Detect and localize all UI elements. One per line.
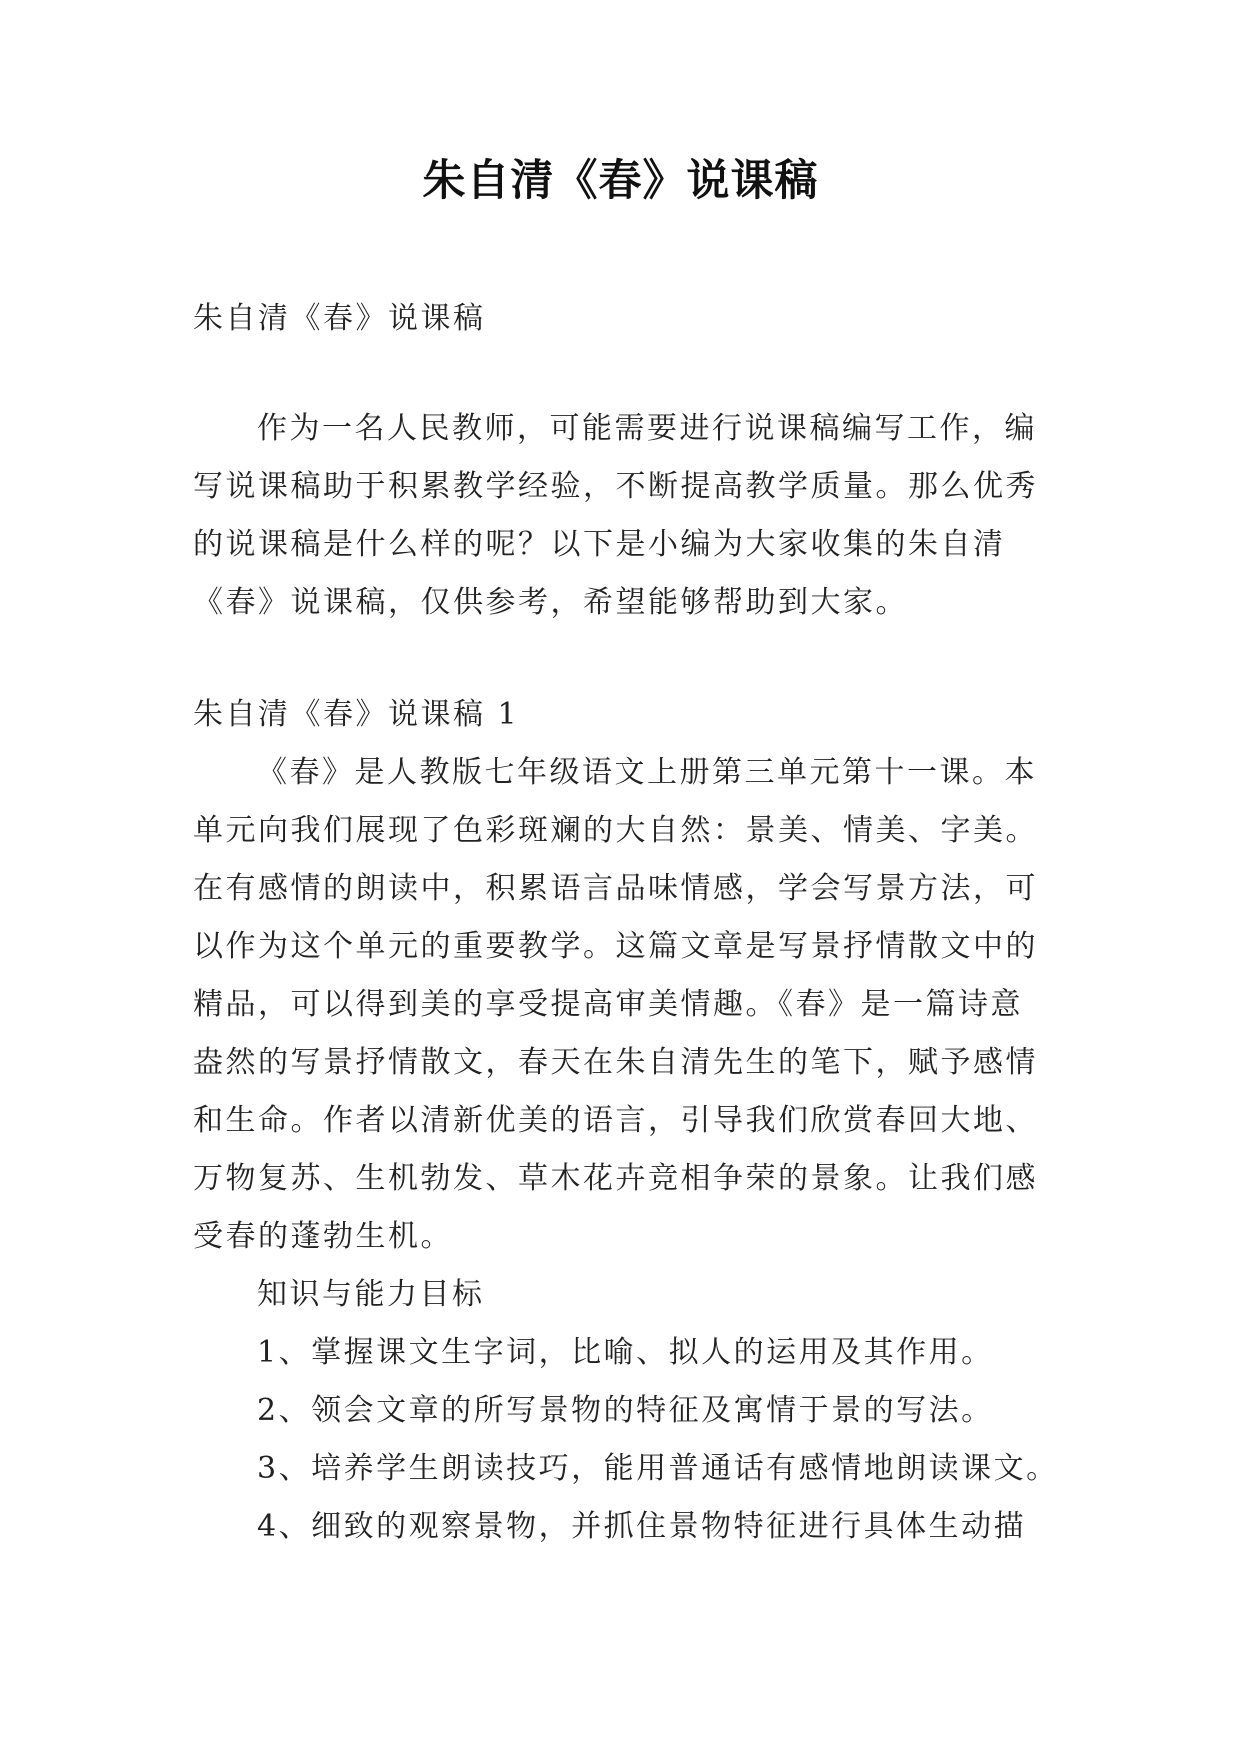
paragraph-line: 精品，可以得到美的享受提高审美情趣。《春》是一篇诗意: [193, 987, 1023, 1022]
intro-paragraph: [193, 400, 1063, 632]
document-title: 朱自清《春》说课稿: [422, 156, 819, 206]
objective-item: 2、领会文章的所写景物的特征及寓情于景的写法。: [257, 1393, 994, 1428]
document-subtitle: 朱自清《春》说课稿: [193, 301, 486, 336]
paragraph-line: 《春》说课稿，仅供参考，希望能够帮助到大家。: [193, 585, 908, 620]
paragraph-line: 作为一名人民教师，可能需要进行说课稿编写工作，编: [257, 411, 1037, 446]
paragraph-line: 和生命。作者以清新优美的语言，引导我们欣赏春回大地、: [193, 1103, 1038, 1138]
objective-item: 1、掌握课文生字词，比喻、拟人的运用及其作用。: [257, 1335, 994, 1370]
paragraph-line: 单元向我们展现了色彩斑斓的大自然：景美、情美、字美。: [193, 813, 1038, 848]
paragraph-line: 《春》是人教版七年级语文上册第三单元第十一课。本: [257, 755, 1037, 790]
paragraph-line: 以作为这个单元的重要教学。这篇文章是写景抒情散文中的: [193, 929, 1038, 964]
paragraph-line: 的说课稿是什么样的呢？以下是小编为大家收集的朱自清: [193, 527, 1006, 562]
paragraph-line: 受春的蓬勃生机。: [193, 1219, 453, 1254]
section-heading: 朱自清《春》说课稿 1: [193, 697, 520, 732]
objective-item: 4、细致的观察景物，并抓住景物特征进行具体生动描: [257, 1509, 1027, 1544]
paragraph-line: 在有感情的朗读中，积累语言品味情感，学会写景方法，可: [193, 871, 1038, 906]
paragraph-line: 万物复苏、生机勃发、草木花卉竞相争荣的景象。让我们感: [193, 1161, 1038, 1196]
section-paragraph: [193, 744, 1063, 1266]
objectives-heading: 知识与能力目标: [257, 1277, 485, 1312]
objectives-list: [193, 1324, 1063, 1556]
paragraph-line: 写说课稿助于积累教学经验，不断提高教学质量。那么优秀: [193, 469, 1038, 504]
objective-item: 3、培养学生朗读技巧，能用普通话有感情地朗读课文。: [257, 1451, 1059, 1486]
paragraph-line: 盎然的写景抒情散文，春天在朱自清先生的笔下，赋予感情: [193, 1045, 1038, 1080]
document-body: [193, 290, 1063, 1556]
